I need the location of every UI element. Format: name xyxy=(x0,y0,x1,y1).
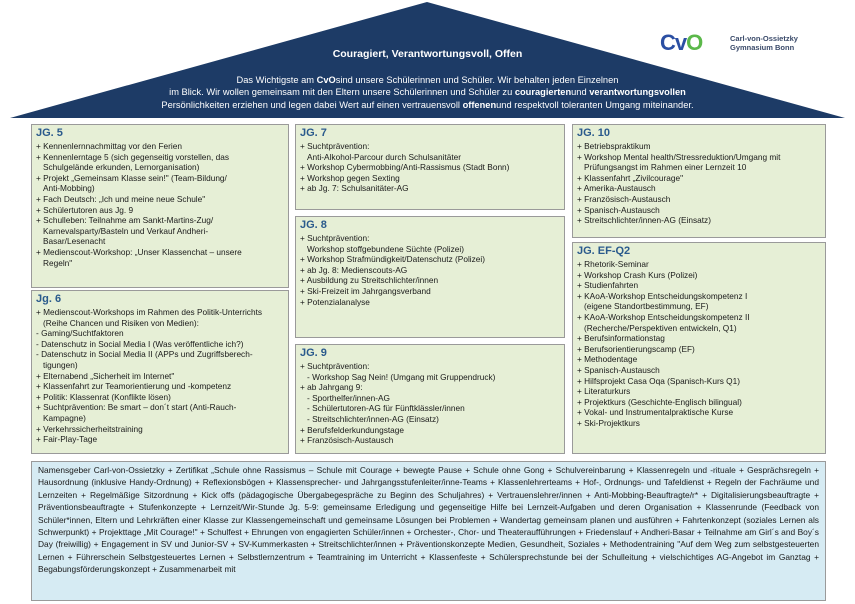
list-item: + KAoA-Workshop Entscheidungskompetenz I xyxy=(577,290,748,301)
list-item: + Projektkurs (Geschichte-Englisch bilingual) xyxy=(577,396,742,407)
list-item: + Französisch-Austausch xyxy=(300,435,394,446)
grade-9-box xyxy=(295,344,565,454)
list-item: + Medienscout-Workshop: „Unser Klassenchat – unsere xyxy=(36,246,242,257)
list-item: + Streitschlichter/innen-AG (Einsatz) xyxy=(577,215,711,226)
list-item: + Kennenlernnachmittag vor den Ferien xyxy=(36,141,182,151)
list-item: + Suchtprävention: Be smart – don´t start (Anti-Rauch- xyxy=(36,402,237,413)
grade-10-title: JG. 10 xyxy=(577,127,611,139)
school-wide-measures-text: Namensgeber Carl-von-Ossietzky + Zertifikat „Schule ohne Rassismus – Schule mit Courage + bewegte Pause + Schule ohne Gong + Schulvereinbarung + Klassenregeln und -rituale + Gesprächsregeln + Hausordnung (inklusive Handy-Ordnung) + Reflexionsbögen + Klassensprecher- und Jahrgangsstufenleiter/inne-Teams + Klassenlehrerteams + Hof-, Ordnungs- und Tafeldienst + Regeln der Fachräume und Lernzeiten + Regelmäßige Sitzordnung + Kick offs (pädagogische Übergabegespräche zu Beginn des Schuljahres) + Vertrauenslehrer/innen + Anti-Mobbing-Beauftragte/r* + Digitalisierungsbeauftragte + Präventionsbeauftragte + Stufenkonzepte + Lernzeit/Wir-Stunde Jg. 5-9: gemeinsame Erledigung und gegenseitige Hilfe bei Lernzeit-Aufgaben und deren Organisation + Klassenrunde (Feedback von Schüler*innen, Eltern und Lehrkräften einer Klasse zur Klassengemeinschaft und gemeinsame Lösungen bei Problemen + Wandertag gemeinsam planen und ausführen + Fahrtenkonzept (soziales Lernen als Schwerpunkt) + Projekttage „Mit Courage!" + Schulfest + Ehrungen von engagierten Schüler/innen + Orchester-, Chor- und Theateraufführungen + Friedenslauf + Andheri-Basar + Teilnahme am Girl´s and Boy´s Day (freiwillig) + Engagement in SV und Junior-SV + SV-Kummerkasten + Streitschlichter/innen + Präventionskonzepte Medien, Gesundheit, Soziales + Methodentraining "Auf dem Weg zum selbstgesteuerten Lernen + Führerschein Selbstgesteuertes Lernen + Selbstlernzentrum + Teamtraining im Unterricht + Klassenfeste + Schülersprechstunde bei der Schulleitung + vielschichtiges AG-Angebot im Ganztag + Begabungsförderungskonzept + Zusammenarbeit mit xyxy=(38,465,819,575)
grade-5-box xyxy=(31,124,289,288)
grade-ef-q2-title: JG. EF-Q2 xyxy=(577,245,631,257)
list-item: - Schülertutoren-AG für Fünftklässler/innen xyxy=(307,403,465,414)
list-item: + Ausbildung zu Streitschlichter/innen xyxy=(300,275,439,286)
grade-6-box xyxy=(31,290,289,454)
list-item: + Workshop gegen Sexting xyxy=(300,172,400,183)
list-item: + Projekt „Gemeinsam Klasse sein!" (Team-Bildung/ xyxy=(36,172,227,183)
list-item: + Schulleben: Teilnahme am Sankt-Martins-Zug/ xyxy=(36,215,214,226)
list-item: (eigene Standortbestimmung, EF) xyxy=(584,301,709,312)
list-item: + Amerika-Austausch xyxy=(577,183,656,194)
list-item: (Reihe Chancen und Risiken von Medien): xyxy=(43,317,199,328)
list-item: + Hilfsprojekt Casa Oqa (Spanisch-Kurs Q1) xyxy=(577,375,741,386)
list-item: + ab Jahrgang 9: xyxy=(300,382,363,393)
list-item: + ab Jg. 8: Medienscouts-AG xyxy=(300,264,408,275)
list-item: tigungen) xyxy=(43,359,78,370)
list-item: + Studienfahrten xyxy=(577,280,639,291)
list-item: + Fach Deutsch: „Ich und meine neue Schule" xyxy=(36,193,206,204)
list-item: Anti-Mobbing) xyxy=(43,183,95,194)
grade-9-list xyxy=(300,361,560,446)
list-item: + Medienscout-Workshops im Rahmen des Politik-Unterrichts xyxy=(36,307,263,317)
list-item: Karnevalsparty/Basteln und Verkauf Andheri- xyxy=(43,225,209,236)
grade-8-title: JG. 8 xyxy=(300,219,327,231)
logo-letters: CvO xyxy=(660,30,703,55)
list-item: Workshop stoffgebundene Süchte (Polizei) xyxy=(307,243,464,254)
grade-9-title: JG. 9 xyxy=(300,347,327,359)
logo-school-name: Carl-von-Ossietzky Gymnasium Bonn xyxy=(730,34,798,52)
grade-8-box xyxy=(295,216,565,338)
grade-ef-q2-list xyxy=(577,259,821,429)
grade-8-list xyxy=(300,233,560,307)
list-item: Kampagne) xyxy=(43,412,86,423)
list-item: + ab Jg. 7: Schulsanitäter-AG xyxy=(300,183,409,194)
list-item: Anti-Alkohol-Parcour durch Schulsanitäter xyxy=(307,151,462,162)
list-item: - Workshop Sag Nein! (Umgang mit Gruppendruck) xyxy=(307,371,496,382)
list-item: + Politik: Klassenrat (Konflikte lösen) xyxy=(36,391,171,402)
list-item: - Datenschutz in Social Media II (APPs und Zugriffsberech- xyxy=(36,349,253,360)
list-item: + Ski-Projektkurs xyxy=(577,417,640,428)
list-item: + Workshop Strafmündigkeit/Datenschutz (Polizei) xyxy=(300,254,485,265)
list-item: Schulgelände erkunden, Lernorganisation) xyxy=(43,162,200,173)
list-item: + Rhetorik-Seminar xyxy=(577,259,649,269)
grade-ef-q2-box xyxy=(572,242,826,454)
mission-line-2: im Blick. Wir wollen gemeinsam mit den Eltern unsere Schülerinnen und Schüler zu couragiertenund verantwortungsvollen xyxy=(169,87,686,97)
list-item: + Kennenlerntage 5 (sich gegenseitig vorstellen, das xyxy=(36,151,230,162)
list-item: + KAoA-Workshop Entscheidungskompetenz II xyxy=(577,311,750,322)
list-item: - Streitschlichter/innen-AG (Einsatz) xyxy=(307,413,439,424)
list-item: + Klassenfahrt zur Teamorientierung und -kompetenz xyxy=(36,381,232,392)
list-item: + Berufsorientierungscamp (EF) xyxy=(577,343,695,354)
list-item: + Spanisch-Austausch xyxy=(577,364,660,375)
list-item: + Potenzialanalyse xyxy=(300,296,370,307)
grade-5-list xyxy=(36,141,284,268)
list-item: + Klassenfahrt „Zivilcourage" xyxy=(577,172,684,183)
list-item: + Suchtprävention: xyxy=(300,141,370,151)
list-item: + Workshop Mental health/Stressreduktion/Umgang mit xyxy=(577,151,781,162)
list-item: + Suchtprävention: xyxy=(300,361,370,371)
list-item: + Suchtprävention: xyxy=(300,233,370,243)
grade-7-title: JG. 7 xyxy=(300,127,327,139)
list-item: + Elternabend „Sicherheit im Internet" xyxy=(36,370,175,381)
list-item: (Recherche/Perspektiven entwickeln, Q1) xyxy=(584,322,737,333)
grade-5-title: JG. 5 xyxy=(36,127,63,139)
list-item: + Berufsinformationstag xyxy=(577,333,665,344)
list-item: + Workshop Crash Kurs (Polizei) xyxy=(577,269,698,280)
school-wide-measures xyxy=(31,461,826,601)
list-item: - Gaming/Suchtfaktoren xyxy=(36,328,124,339)
list-item: + Berufsfelderkundungstage xyxy=(300,424,405,435)
list-item: + Methodentage xyxy=(577,354,638,365)
list-item: Prüfungsangst im Rahmen einer Lernzeit 10 xyxy=(584,162,747,173)
grade-7-box xyxy=(295,124,565,210)
grade-10-list xyxy=(577,141,821,226)
list-item: - Sporthelfer/innen-AG xyxy=(307,392,391,403)
list-item: + Spanisch-Austausch xyxy=(577,204,660,215)
mission-line-3: Persönlichkeiten erziehen und legen dabei Wert auf einen vertrauensvoll offenenund respektvoll toleranten Umgang miteinander. xyxy=(161,100,694,110)
list-item: + Verkehrssicherheitstraining xyxy=(36,423,143,434)
list-item: + Ski-Freizeit im Jahrgangsverband xyxy=(300,285,431,296)
list-item: + Schülertutoren aus Jg. 9 xyxy=(36,204,134,215)
mission-line-1: Das Wichtigste am CvOsind unsere Schülerinnen und Schüler. Wir behalten jeden Einzelnen xyxy=(236,75,619,85)
list-item: + Betriebspraktikum xyxy=(577,141,651,151)
mission-title: Couragiert, Verantwortungsvoll, Offen xyxy=(332,48,523,60)
list-item: + Fair-Play-Tage xyxy=(36,434,98,445)
list-item: - Datenschutz in Social Media I (Was veröffentliche ich?) xyxy=(36,338,244,349)
list-item: + Französisch-Austausch xyxy=(577,193,671,204)
list-item: + Vokal- und Instrumentalpraktische Kurse xyxy=(577,407,734,418)
list-item: Regeln" xyxy=(43,257,73,268)
grade-7-list xyxy=(300,141,560,194)
list-item: Basar/Lesenacht xyxy=(43,236,106,247)
grade-6-title: Jg. 6 xyxy=(36,293,62,305)
list-item: + Literaturkurs xyxy=(577,386,631,397)
grade-6-list xyxy=(36,307,284,445)
list-item: + Workshop Cybermobbing/Anti-Rassismus (Stadt Bonn) xyxy=(300,162,510,173)
grade-10-box xyxy=(572,124,826,238)
